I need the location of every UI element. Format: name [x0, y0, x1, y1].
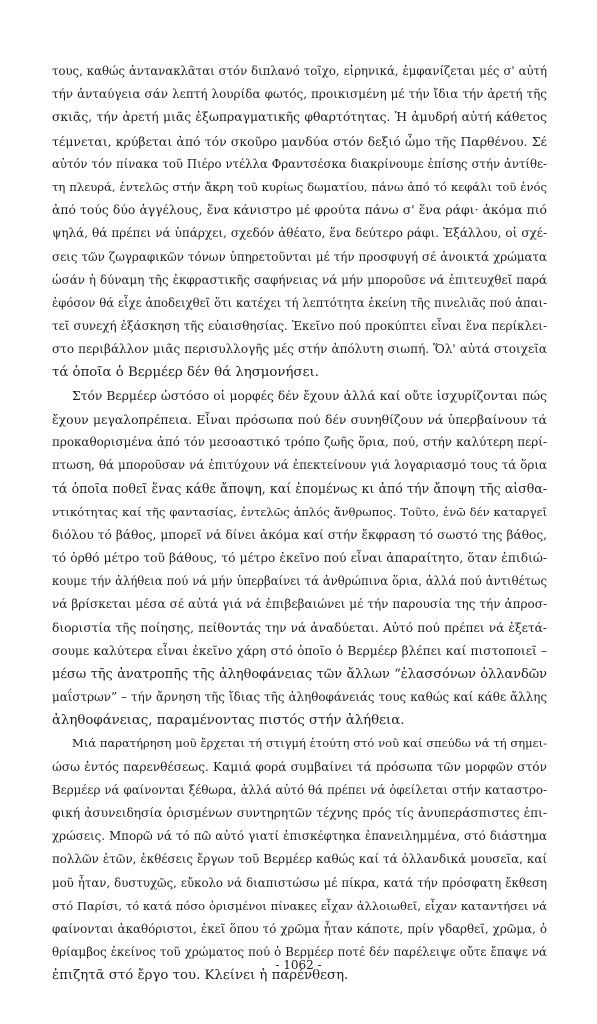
text-line: ώσω ἐντός παρενθέσεως. Καμιά φορά συμβαίνει τά πρόσωπα τῶν μορφῶν στόν — [52, 759, 547, 774]
text-line: τη πλευρά, ἐντελῶς στήν ἄκρη τοῦ κυρίως δωματίου, πάνω ἀπό τό κεφάλι τοῦ ἑνός — [52, 179, 547, 194]
text-line: τους, καθώς ἀντανακλᾶται στόν διπλανό τοῖχο, εἰρηνικά, ἐμφανίζεται μές σ' αὐτή — [52, 64, 547, 78]
text-line: σουμε καλύτερα εἶναι ἐκεῖνο χάρη στό ὁποῖο ὁ Βερμέερ βλέπει καί πιστοποιεῖ – — [52, 643, 547, 658]
text-line: ψηλά, θά πρέπει νά ὑπάρχει, σχεδόν ἀθέατο, ἕνα δεύτερο ράφι. Ἐξάλλου, οἱ σχέ- — [52, 226, 547, 241]
paragraph-2 — [52, 385, 547, 733]
text-line: μέσω τῆς ἀνατροπῆς τῆς ἀληθοφάνειας τῶν ἄλλων “ἐλασσόνων ὀλλανδῶν — [52, 666, 547, 682]
text-line: Βερμέερ νά φαίνονται ξέθωρα, ἀλλά αὐτό θά πρέπει νά ὀφείλεται στήν καταστρο- — [52, 782, 547, 797]
text-line: μοῦ ἦταν, δυστυχῶς, εὔκολο νά διαπιστώσω μέ πίκρα, κατά τήν πρόσφατη ἔκθεση — [52, 875, 547, 890]
text-line: ἐφόσον θά εἶχε ἀποδειχθεῖ ὅτι κατέχει τή λεπτότητα ἐκείνη τῆς πινελιᾶς πού ἀπαι- — [52, 295, 547, 310]
text-line: ἐπιζητᾶ στό ἔργο του. Κλείνει ἡ παρένθεση. — [52, 968, 349, 984]
text-line: ἀπό τούς δύο ἀγγέλους, ἕνα κάνιστρο μέ φρούτα πάνω σ' ἕνα ράφι· ἀκόμα πιό — [52, 203, 547, 218]
text-line: φική ἀσυνειδησία ὁρισμένων συντηρητῶν τέχνης πρός τίς ἀνυπεράσπιστες ἐπι- — [52, 806, 547, 820]
text-line: θρίαμβος ἐκείνος τοῦ χρώματος πού ὁ Βερμέερ ποτέ δέν παρέλειψε οὔτε ἔπαψε νά — [52, 945, 547, 960]
text-line: ὡσάν ἡ δύναμη τῆς ἐκφραστικῆς σαφήνειας νά μήν μποροῦσε νά ἐπιτευχθεῖ παρά — [52, 272, 547, 287]
paragraph-1 — [52, 60, 547, 385]
text-line: φαίνονται ἀκαθόριστοι, ἐκεῖ ὅπου τό χρῶμα ἦταν κάποτε, πρίν γδαρθεῖ, χρῶμα, ὁ — [52, 921, 547, 936]
body-text — [52, 60, 547, 988]
text-line: τεῖ συνεχή ἐξάσκηση τῆς εὐαισθησίας. Ἐκεῖνο πού προκύπτει εἶναι ἕνα περίκλει- — [52, 319, 547, 334]
text-line: τά ὁποῖα ποθεῖ ἕνας κάθε ἄποψη, καί ἑπομένως κι ἀπό τήν ἄποψη τῆς αἰσθα- — [52, 481, 547, 497]
text-line: ἔχουν μεγαλοπρέπεια. Εἶναι πρόσωπα πού δέν συνηθίζουν νά ὑπερβαίνουν τά — [52, 411, 547, 427]
text-line: πολλῶν ἐτῶν, ἐκθέσεις ἔργων τοῦ Βερμέερ καθώς καί τά ὀλλανδικά μουσεῖα, καί — [52, 852, 547, 867]
text-line: νά βρίσκεται μέσα σέ αὐτά γιά νά ἐπιβεβαιώνει μέ τήν παρουσία της τήν ἀπροσ- — [52, 597, 547, 612]
text-line: αὐτόν τόν πίνακα τοῦ Πιέρο ντέλλα Φραντσέσκα διακρίνουμε ἐπίσης στήν ἀντίθε- — [52, 156, 547, 171]
text-line: σκιᾶς, τήν ἀρετή μιᾶς ἐξωπραγματικῆς φθαρτότητας. Ἡ ἀμυδρή αὐτή κάθετος — [52, 110, 547, 125]
text-line: προκαθορισμένα ἀπό τόν μεσοαστικό τρόπο ζωῆς ὅρια, πού, στήν καλύτερη περί- — [52, 435, 547, 449]
text-line: τά ὁποῖα ὁ Βερμέερ δέν θά λησμονήσει. — [52, 365, 319, 381]
text-line: Στόν Βερμέερ ὡστόσο οἱ μορφές δέν ἔχουν ἀλλά καί οὔτε ἰσχυρίζονται πώς — [72, 388, 547, 403]
text-line: ἀληθοφάνειας, παραμένοντας πιστός στήν ἀλήθεια. — [52, 713, 405, 729]
text-line: διόλου τό βάθος, μπορεῖ νά δίνει ἀκόμα καί στήν ἔκφραση τό σωστό της βάθος, — [52, 527, 547, 542]
text-line: τήν ἀνταύγεια σάν λεπτή λουρίδα φωτός, προικισμένη μέ τήν ἴδια τήν ἀρετή τῆς — [52, 87, 547, 102]
text-line: χρώσεις. Μπορῶ νά τό πῶ αὐτό γιατί ἐπισκέφτηκα ἐπανειλημμένα, στό διάστημα — [52, 829, 547, 844]
paragraph-3 — [52, 732, 547, 987]
text-line: σεις τῶν ζωγραφικῶν τόνων ὑπηρετοῦνται μέ τήν προσφυγή σέ ἀνοικτά χρώματα — [52, 249, 547, 264]
text-line: τό ὀρθό μέτρο τοῦ βάθους, τό μέτρο ἐκεῖνο πού εἶναι ἀπαραίτητο, ὅταν ἐπιδιώ- — [52, 550, 547, 565]
text-line: κουμε τήν ἀλήθεια πού νά μήν ὑπερβαίνει τά ἀνθρώπινα ὅρια, ἀλλά πού ἀντιθέτως — [52, 574, 547, 589]
text-line: πτωση, θά μποροῦσαν νά ἐπιτύχουν νά ἐπεκτείνουν γιά λογαριασμό τους τά ὅρια — [52, 458, 547, 473]
text-line: ντικότητας καί τῆς φαντασίας, ἐντελῶς ἁπλός ἄνθρωπος. Τοῦτο, ἐνῶ δέν καταργεῖ — [52, 504, 547, 519]
page-number: - 1062 - — [275, 958, 322, 972]
text-line: τέμνεται, κρύβεται ἀπό τόν σκοῦρο μανδύα στόν δεξιό ὦμο τῆς Παρθένου. Σέ — [52, 133, 547, 149]
text-line: Μιά παρατήρηση μοῦ ἔρχεται τή στιγμή ἐτούτη στό νοῦ καί σπεύδω νά τή σημει- — [72, 736, 547, 751]
text-line: διοριστία τῆς ποίησης, πείθοντάς την νά ἀναδύεται. Αὐτό πού πρέπει νά ἐξετά- — [52, 620, 547, 635]
text-line: μαΐστρων” – τήν ἄρνηση τῆς ἴδιας τῆς ἀληθοφάνειάς τους καθώς καί κάθε ἄλλης — [52, 690, 547, 705]
text-line: στό Παρίσι, τό κατά πόσο ὁρισμένοι πίνακες εἶχαν ἀλλοιωθεῖ, εἶχαν καταντήσει νά — [52, 898, 547, 913]
text-line: στο περιβάλλον μιᾶς περισυλλογῆς μές στήν ἀπόλυτη σιωπή. Ὅλ' αὐτά στοιχεῖα — [52, 342, 547, 357]
